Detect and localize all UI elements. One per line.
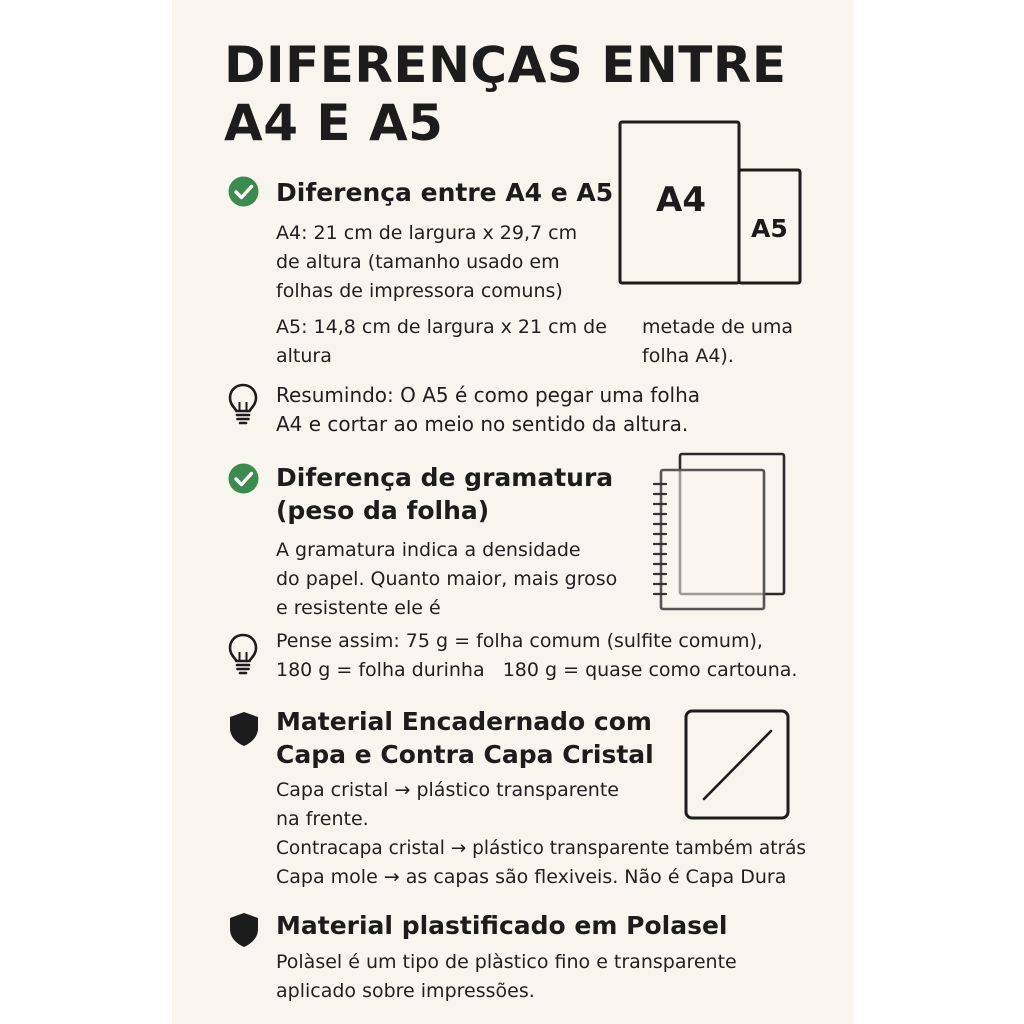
section3-line-4: Capa mole → as capas são flexiveis. Não é Capa Dura <box>276 866 787 888</box>
section3-line-2: na frente. <box>276 808 369 830</box>
check-circle-icon <box>228 176 259 207</box>
section2-heading <box>276 461 613 527</box>
tip2-text <box>276 627 797 685</box>
a5-line-1: A5: 14,8 cm de largura x 21 cm de <box>276 316 607 338</box>
section1-a4-text <box>276 219 577 306</box>
lightbulb-icon <box>227 632 259 676</box>
section1-a5-text <box>276 313 607 371</box>
spiral-notebook-icon <box>652 452 788 612</box>
lightbulb-icon <box>227 382 259 426</box>
section2-text <box>276 536 617 623</box>
title-line-1: DIFERENÇAS ENTRE <box>224 36 787 94</box>
section2-line-3: e resistente ele é <box>276 597 441 619</box>
section1-heading: Diferença entre A4 e A5 <box>276 178 614 207</box>
tip2-line-1: Pense assim: 75 g = folha comum (sulfite comum), <box>276 630 763 652</box>
a5-line-2: altura <box>276 345 332 367</box>
tip1-line-1: Resumindo: O A5 é como pegar uma folha <box>276 383 701 407</box>
clear-cover-icon <box>684 709 792 821</box>
tip2-line-2: 180 g = folha durinha 180 g = quase como cartouna. <box>276 659 798 681</box>
tip1-line-2: A4 e cortar ao meio no sentido da altura. <box>276 412 689 436</box>
section4-heading: Material plastificado em Polasel <box>276 911 728 940</box>
paper-size-diagram <box>618 120 808 292</box>
check-circle-icon <box>228 463 259 494</box>
section3-line-1: Capa cristal → plástico transparente <box>276 779 619 801</box>
section3-heading-line-2: Capa e Contra Capa Cristal <box>276 740 654 769</box>
section3-line-3: Contracapa cristal → plástico transparente também atrás <box>276 838 807 859</box>
section4-line-1: Polàsel é um tipo de plàstico fino e transparente <box>276 951 737 973</box>
a5-label: A5 <box>751 214 788 243</box>
a5-side-line-1: metade de uma <box>642 316 794 338</box>
section2-heading-line-2: (peso da folha) <box>276 496 490 525</box>
a5-side-line-2: folha A4). <box>642 345 734 367</box>
shield-icon <box>229 711 259 747</box>
section4-line-2: aplicado sobre impressões. <box>276 980 535 1002</box>
tip1-text <box>276 381 700 439</box>
section1-a5-side-text <box>642 313 793 371</box>
title-line-2: A4 E A5 <box>224 94 444 152</box>
section3-heading-line-1: Material Encadernado com <box>276 707 652 736</box>
section2-heading-line-1: Diferença de gramatura <box>276 463 614 492</box>
shield-icon <box>229 912 259 948</box>
section4-text <box>276 948 737 1006</box>
section2-line-2: do papel. Quanto maior, mais groso <box>276 568 618 590</box>
a4-line-3: folhas de impressora comuns) <box>276 280 563 302</box>
a4-line-2: de altura (tamanho usado em <box>276 251 560 273</box>
a4-line-1: A4: 21 cm de largura x 29,7 cm <box>276 222 578 244</box>
section2-line-1: A gramatura indica a densidade <box>276 539 581 561</box>
section3-heading <box>276 705 654 771</box>
a4-label: A4 <box>656 180 706 220</box>
